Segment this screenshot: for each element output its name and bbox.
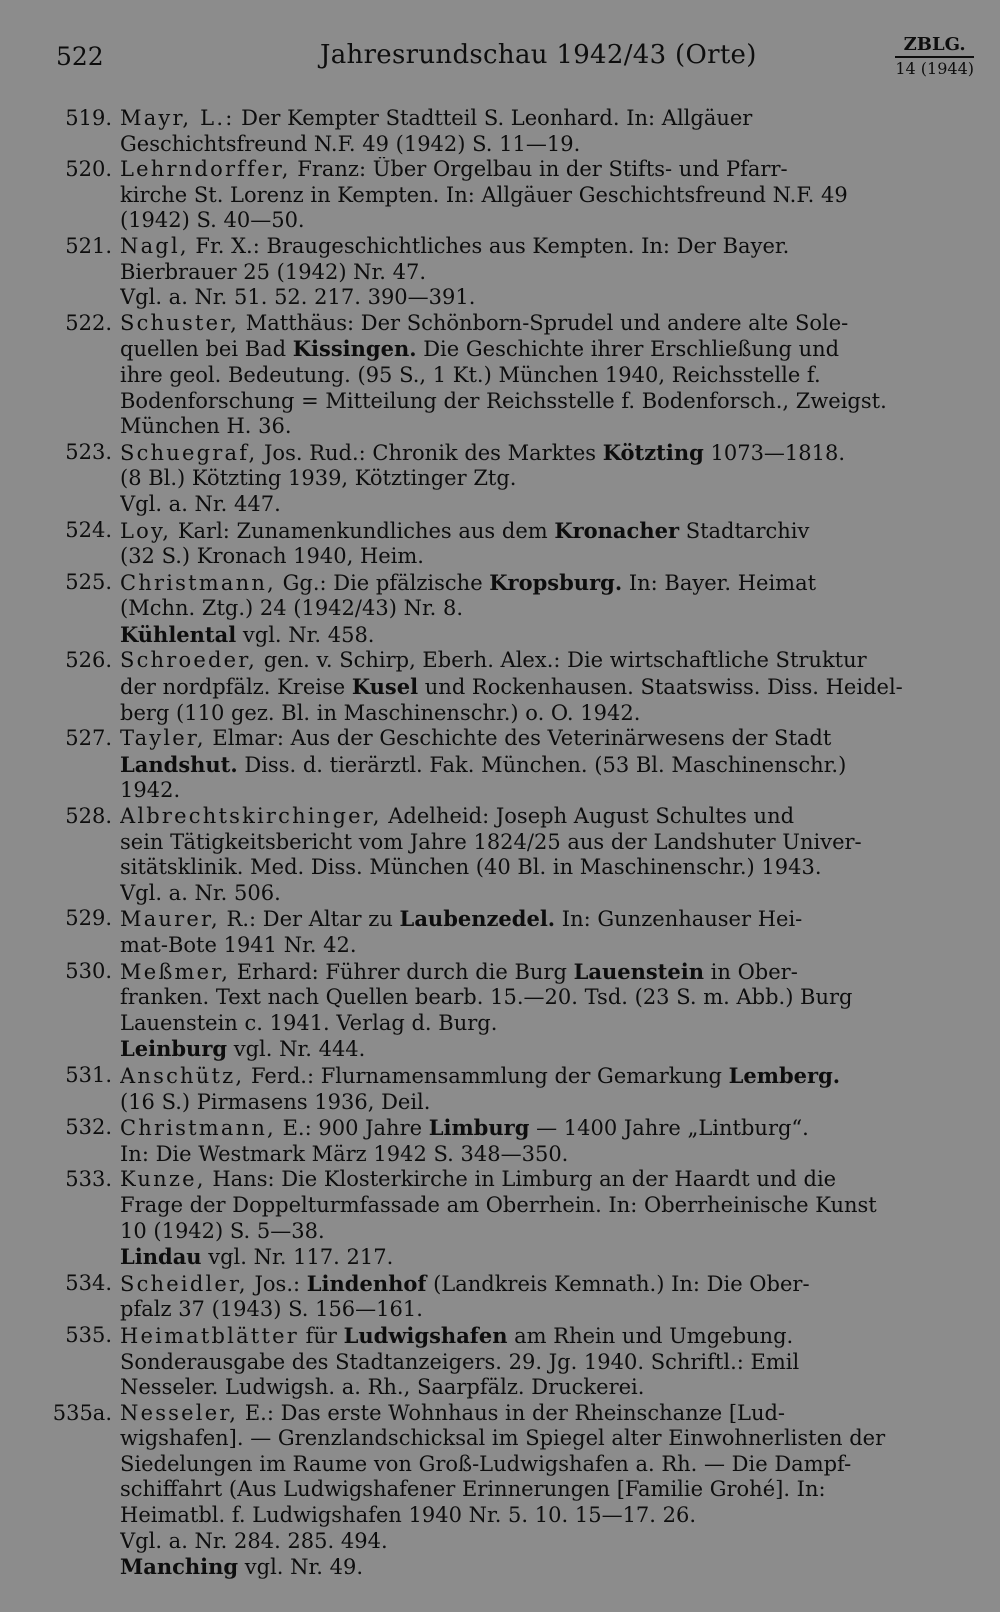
entry-text-segment: Sonderausgabe des Stadtanzeigers. 29. Jg. 1940. Schriftl.: Emil (120, 1349, 800, 1374)
entry-text-segment: vgl. Nr. 458. (236, 622, 375, 647)
entry-text (120, 311, 974, 440)
bibliography-entry (44, 106, 974, 157)
place-name: Limburg (428, 1115, 530, 1141)
entry-text-segment: Fr. X.: Braugeschichtliches aus Kempten. In: Der Bayer. (188, 233, 790, 258)
bibliography-entry (44, 1323, 974, 1401)
entry-line (120, 1297, 974, 1323)
entry-text-segment: Bierbrauer 25 (1942) Nr. 47. (120, 259, 427, 284)
bibliography-entry (44, 518, 974, 570)
entry-text-segment: und Rockenhausen. Staatswiss. Diss. Heidel- (418, 675, 903, 700)
entry-text-segment: der nordpfälz. Kreise (120, 675, 352, 700)
entry-text (120, 1323, 974, 1401)
author-name: Tayler, (120, 726, 206, 751)
entry-line (120, 260, 974, 286)
author-name: Anschütz, (120, 1063, 245, 1088)
entry-text-segment: 10 (1942) S. 5—38. (120, 1218, 325, 1243)
entry-text-segment: Nesseler. Ludwigsh. a. Rh., Saarpfälz. Druckerei. (120, 1375, 645, 1400)
entry-text-segment: in Ober- (703, 959, 798, 984)
bibliography-entry (44, 1063, 974, 1115)
entry-line (120, 336, 974, 363)
entry-text-segment: Hans: Die Klosterkirche in Limburg an der Haardt und die (205, 1167, 837, 1192)
entry-line (120, 1375, 974, 1401)
place-name: Kronacher (554, 517, 680, 543)
entry-line (120, 1529, 974, 1555)
bibliography-entry (44, 1167, 974, 1270)
place-name: Ludwigshafen (343, 1322, 508, 1348)
entry-line (120, 674, 974, 701)
bibliography-list (44, 106, 974, 1581)
entry-text (120, 234, 974, 311)
entry-text-segment: mat-Bote 1941 Nr. 42. (120, 933, 357, 957)
entry-text-segment: (8 Bl.) Kötzting 1939, Kötztinger Ztg. (120, 466, 517, 491)
entry-line (120, 1477, 974, 1503)
entry-text-segment: Siedelungen im Raume von Groß-Ludwigshafen a. Rh. — Die Dampf- (120, 1451, 852, 1476)
bibliography-entry (44, 726, 974, 804)
entry-number: 535a. (52, 1400, 112, 1425)
entry-text (120, 1401, 974, 1581)
entry-text-segment: schiffahrt (Aus Ludwigshafener Erinnerungen [Familie Grohé]. In: (120, 1477, 826, 1502)
entry-line (120, 804, 974, 830)
entry-line (120, 622, 974, 649)
entry-text (120, 440, 974, 518)
author-name: Meßmer, (120, 959, 231, 984)
running-title: Jahresrundschau 1942/43 (Orte) (320, 40, 757, 70)
entry-text (120, 106, 974, 157)
entry-line (120, 1554, 974, 1581)
entry-text-segment: (16 S.) Pirmasens 1936, Deil. (120, 1089, 431, 1114)
entry-line (120, 906, 974, 933)
author-name: Christmann, (120, 570, 276, 595)
place-name: Lemberg. (728, 1062, 841, 1088)
bibliography-entry (44, 570, 974, 649)
entry-text (120, 518, 974, 570)
entry-line (120, 1452, 974, 1478)
entry-line (120, 1036, 974, 1063)
entry-line (120, 132, 974, 158)
entry-line (120, 1193, 974, 1219)
author-name: Schuster, (120, 310, 240, 335)
entry-line (120, 1090, 974, 1116)
entry-text-segment: ihre geol. Bedeutung. (95 S., 1 Kt.) München 1940, Reichsstelle f. (120, 362, 821, 387)
entry-text-segment: In: Die Westmark März 1942 S. 348—350. (120, 1141, 569, 1166)
entry-text-segment: Karl: Zunamenkundliches aus dem (171, 518, 555, 543)
author-name: Heimatblätter (120, 1323, 299, 1348)
entry-text-segment: 1942. (120, 778, 181, 803)
entry-text-segment: für (298, 1323, 344, 1348)
entry-text-segment: Franz: Über Orgelbau in der Stifts- und Pfarr- (290, 157, 788, 182)
entry-text-segment: Jos. Rud.: Chronik des Marktes (257, 440, 603, 465)
entry-line (120, 778, 974, 804)
entry-text-segment: vgl. Nr. 444. (227, 1037, 366, 1062)
entry-line (120, 492, 974, 518)
entry-text-segment: quellen bei Bad (120, 337, 293, 362)
entry-line (120, 544, 974, 570)
place-name: Lauenstein (573, 958, 704, 984)
entry-text (120, 726, 974, 804)
entry-text-segment: Frage der Doppelturmfassade am Oberrhein. In: Oberrheinische Kunst (120, 1192, 877, 1217)
entry-text-segment: Vgl. a. Nr. 51. 52. 217. 390—391. (120, 285, 476, 310)
bibliography-entry (44, 311, 974, 440)
entry-number: 534. (65, 1270, 112, 1295)
entry-line (120, 183, 974, 209)
journal-abbreviation: ZBLG. (895, 34, 974, 58)
entry-line (120, 1401, 974, 1427)
bibliography-entry (44, 234, 974, 311)
entry-number: 525. (65, 569, 112, 594)
bibliography-entry (44, 1271, 974, 1323)
entry-number: 526. (65, 648, 112, 673)
entry-line (120, 726, 974, 752)
entry-line (120, 106, 974, 132)
entry-text-segment: sein Tätigkeitsbericht vom Jahre 1824/25 aus der Landshuter Univer- (120, 829, 862, 854)
entry-text (120, 648, 974, 726)
entry-number: 528. (65, 804, 112, 829)
entry-line (120, 752, 974, 779)
author-name: Scheidler, (120, 1271, 248, 1296)
entry-text-segment: wigshafen]. — Grenzlandschicksal im Spiegel alter Einwohnerlisten der (120, 1426, 886, 1451)
journal-reference (895, 34, 974, 80)
author-name: Schuegraf, (120, 440, 258, 465)
entry-line (120, 985, 974, 1011)
entry-text (120, 1063, 974, 1115)
entry-text-segment: Geschichtsfreund N.F. 49 (1942) S. 11—19. (120, 131, 581, 156)
entry-text-segment: Jos.: (247, 1271, 307, 1296)
entry-number: 531. (65, 1062, 112, 1087)
entry-line (120, 1167, 974, 1193)
bibliography-entry (44, 1401, 974, 1581)
entry-text-segment: In: Bayer. Heimat (622, 570, 817, 595)
entry-text-segment: Ferd.: Flurnamensammlung der Gemarkung (244, 1063, 729, 1088)
entry-line (120, 1063, 974, 1090)
entry-text-segment: gen. v. Schirp, Eberh. Alex.: Die wirtschaftliche Struktur (257, 648, 867, 673)
entry-text-segment: Erhard: Führer durch die Burg (230, 959, 574, 984)
entry-line (120, 389, 974, 415)
entry-number: 527. (65, 726, 112, 751)
entry-line (120, 1219, 974, 1245)
entry-line (120, 1350, 974, 1376)
place-name: Laubenzedel. (399, 906, 556, 932)
entry-line (120, 1011, 974, 1037)
entry-line (120, 596, 974, 622)
place-name: Kropsburg. (489, 569, 623, 595)
entry-number: 520. (65, 157, 112, 182)
entry-number: 535. (65, 1322, 112, 1347)
page-number: 522 (56, 42, 104, 71)
bibliography-entry (44, 906, 974, 958)
entry-line (120, 285, 974, 311)
entry-text (120, 1167, 974, 1270)
entry-text-segment: vgl. Nr. 117. 217. (201, 1245, 394, 1270)
entry-line (120, 1323, 974, 1350)
entry-line (120, 881, 974, 907)
place-name: Kissingen. (292, 336, 417, 362)
entry-text-segment: (Landkreis Kemnath.) In: Die Ober- (426, 1271, 810, 1296)
entry-line (120, 208, 974, 234)
entry-text-segment: berg (110 gez. Bl. in Maschinenschr.) o. O. 1942. (120, 700, 641, 725)
author-name: Loy, (120, 518, 172, 543)
entry-text (120, 804, 974, 906)
entry-text (120, 157, 974, 234)
author-name: Kunze, (120, 1167, 206, 1192)
entry-number: 522. (65, 310, 112, 335)
entry-line (120, 933, 974, 959)
entry-line (120, 234, 974, 260)
entry-text-segment: (Mchn. Ztg.) 24 (1942/43) Nr. 8. (120, 596, 464, 621)
entry-text-segment: sitätsklinik. Med. Diss. München (40 Bl. in Maschinenschr.) 1943. (120, 855, 822, 880)
author-name: Nagl, (120, 233, 189, 258)
author-name: Mayr, L.: (120, 106, 235, 130)
bibliography-entry (44, 440, 974, 518)
place-name: Kötzting (602, 439, 704, 465)
bibliography-entry (44, 648, 974, 726)
entry-line (120, 855, 974, 881)
entry-text-segment: Vgl. a. Nr. 447. (120, 491, 281, 516)
entry-text-segment: Vgl. a. Nr. 506. (120, 880, 281, 905)
entry-line (120, 157, 974, 183)
entry-line (120, 1244, 974, 1271)
entry-text (120, 570, 974, 649)
entry-text-segment: Vgl. a. Nr. 284. 285. 494. (120, 1528, 388, 1553)
place-name: Kühlental (120, 621, 237, 647)
entry-text-segment: München H. 36. (120, 414, 292, 439)
entry-text (120, 959, 974, 1063)
entry-text-segment: vgl. Nr. 49. (238, 1555, 364, 1580)
entry-line (120, 1142, 974, 1168)
author-name: Albrechtskirchinger, (120, 804, 382, 829)
author-name: Nesseler, (120, 1400, 239, 1425)
bibliography-entry (44, 959, 974, 1063)
author-name: Schroeder, (120, 648, 258, 673)
entry-line (120, 518, 974, 545)
entry-text-segment: kirche St. Lorenz in Kempten. In: Allgäuer Geschichtsfreund N.F. 49 (120, 182, 848, 207)
entry-number: 530. (65, 958, 112, 983)
entry-text-segment: In: Gunzenhauser Hei- (555, 907, 803, 932)
entry-line (120, 440, 974, 467)
entry-line (120, 466, 974, 492)
entry-text-segment: Elmar: Aus der Geschichte des Veterinärwesens der Stadt (205, 726, 832, 751)
entry-line (120, 701, 974, 727)
author-name: Lehrndorffer, (120, 157, 291, 182)
entry-text-segment: — 1400 Jahre „Lintburg“. (529, 1116, 809, 1141)
bibliography-entry (44, 804, 974, 906)
entry-text-segment: Diss. d. tierärztl. Fak. München. (53 Bl. Maschinenschr.) (237, 752, 847, 777)
entry-number: 533. (65, 1167, 112, 1192)
page-header (0, 34, 1000, 84)
entry-text (120, 1271, 974, 1323)
entry-text-segment: Bodenforschung = Mitteilung der Reichsstelle f. Bodenforsch., Zweigst. (120, 388, 887, 413)
entry-text-segment: (1942) S. 40—50. (120, 208, 305, 233)
entry-text-segment: Gg.: Die pfälzische (275, 570, 490, 595)
entry-line (120, 414, 974, 440)
place-name: Lindau (120, 1244, 202, 1270)
entry-line (120, 1426, 974, 1452)
entry-text (120, 1115, 974, 1167)
entry-text-segment: franken. Text nach Quellen bearb. 15.—20. Tsd. (23 S. m. Abb.) Burg (120, 985, 853, 1010)
author-name: Maurer, (120, 907, 220, 932)
entry-number: 524. (65, 517, 112, 542)
entry-line (120, 648, 974, 674)
journal-issue: 14 (1944) (895, 59, 974, 78)
entry-text-segment: E.: Das erste Wohnhaus in der Rheinschanze [Lud- (238, 1400, 786, 1425)
entry-text (120, 906, 974, 958)
entry-text-segment: Stadtarchiv (679, 518, 810, 543)
entry-number: 523. (65, 439, 112, 464)
entry-line (120, 1271, 974, 1298)
entry-number: 532. (65, 1115, 112, 1140)
place-name: Lindenhof (306, 1270, 427, 1296)
entry-text-segment: Die Geschichte ihrer Erschließung und (416, 337, 840, 362)
entry-line (120, 311, 974, 337)
author-name: Christmann, (120, 1116, 276, 1141)
bibliography-entry (44, 157, 974, 234)
entry-text-segment: Adelheid: Joseph August Schultes und (381, 804, 795, 829)
entry-text-segment: Heimatbl. f. Ludwigshafen 1940 Nr. 5. 10. 15—17. 26. (120, 1503, 697, 1528)
entry-text-segment: pfalz 37 (1943) S. 156—161. (120, 1297, 423, 1322)
entry-line (120, 363, 974, 389)
entry-text-segment: E.: 900 Jahre (275, 1116, 429, 1141)
entry-line (120, 1503, 974, 1529)
entry-line (120, 570, 974, 597)
place-name: Landshut. (120, 751, 238, 777)
entry-text-segment: Der Kempter Stadtteil S. Leonhard. In: Allgäuer (234, 106, 753, 130)
entry-line (120, 830, 974, 856)
place-name: Manching (120, 1554, 239, 1580)
entry-text-segment: 1073—1818. (703, 440, 846, 465)
entry-text-segment: (32 S.) Kronach 1940, Heim. (120, 544, 424, 569)
place-name: Leinburg (120, 1036, 228, 1062)
entry-text-segment: am Rhein und Umgebung. (507, 1323, 794, 1348)
entry-number: 529. (65, 906, 112, 931)
entry-line (120, 1115, 974, 1142)
entry-text-segment: Lauenstein c. 1941. Verlag d. Burg. (120, 1010, 498, 1035)
entry-line (120, 959, 974, 986)
entry-number: 521. (65, 233, 112, 258)
entry-text-segment: Matthäus: Der Schönborn-Sprudel und andere alte Sole- (239, 310, 849, 335)
entry-text-segment: R.: Der Altar zu (219, 907, 400, 932)
place-name: Kusel (351, 674, 419, 700)
entry-number: 519. (65, 106, 112, 130)
bibliography-entry (44, 1115, 974, 1167)
